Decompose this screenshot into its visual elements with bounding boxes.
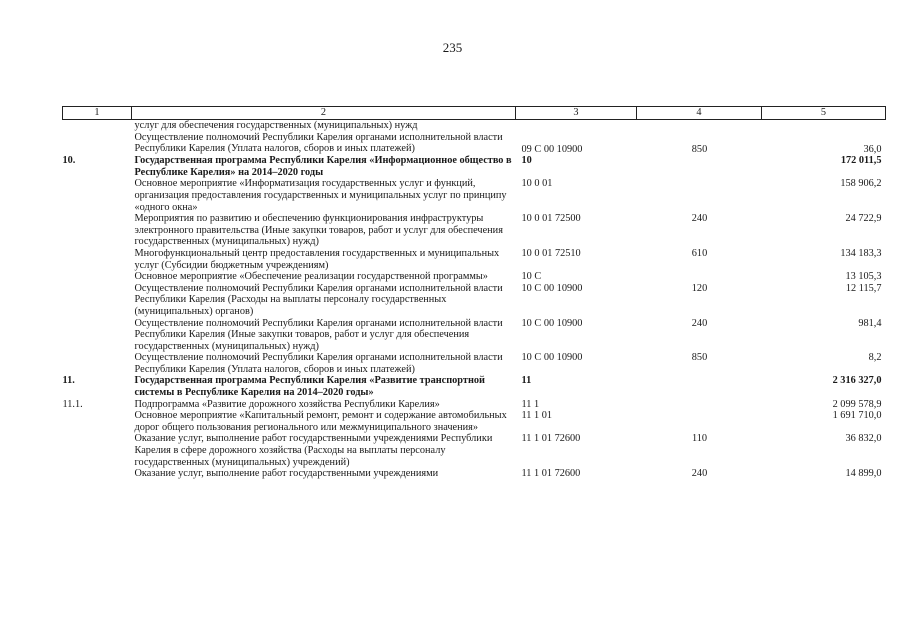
row-description: услуг для обеспечения государственных (муниципальных) нужд [134, 120, 418, 131]
row-expense-type [637, 155, 762, 178]
row-expense-type: 610 [691, 247, 708, 259]
column-header-4: 4 [637, 107, 762, 120]
table-row [63, 178, 886, 213]
row-amount [762, 178, 886, 213]
row-description: Основное мероприятие «Капитальный ремонт, ремонт и содержание автомобильных дорог общего пользования регионального или межмуниципального значения» [134, 410, 507, 433]
row-amount-value: 36 832,0 [845, 433, 882, 445]
row-amount [762, 213, 886, 248]
row-code: 10 С 00 10900 [521, 317, 583, 329]
row-amount [762, 132, 886, 156]
row-index [63, 433, 132, 468]
row-amount-value: 1 691 710,0 [832, 410, 882, 422]
table-row [63, 468, 886, 480]
row-expense-type [637, 120, 762, 132]
table-row [63, 318, 886, 353]
row-amount [762, 120, 886, 132]
row-code: 11 1 01 72600 [521, 468, 581, 480]
row-index [63, 468, 132, 480]
row-code: 11 [521, 375, 532, 387]
row-amount-value: 14 899,0 [845, 468, 882, 480]
row-code: 10 С 00 10900 [521, 352, 583, 364]
table-row [63, 410, 886, 433]
row-index [63, 178, 132, 213]
row-amount [762, 433, 886, 468]
table-row [63, 283, 886, 318]
row-description: Осуществление полномочий Республики Карелия органами исполнительной власти Республики Карелия (Иные закупки товаров, работ и услуг для обеспечения государственных (муниципальных) нужд) [134, 317, 503, 352]
row-code: 10 0 01 72510 [521, 247, 581, 259]
row-code: 10 С 00 10900 [521, 282, 583, 294]
column-header-1: 1 [63, 107, 132, 120]
row-expense-type: 110 [691, 433, 708, 445]
row-code: 11 1 01 72600 [521, 433, 581, 445]
row-amount [762, 318, 886, 353]
table-body [63, 120, 886, 480]
row-amount [762, 283, 886, 318]
column-header-2: 2 [132, 107, 516, 120]
row-code: 09 С 00 10900 [521, 143, 583, 155]
table-row [63, 271, 886, 283]
row-amount-value: 981,4 [858, 317, 882, 329]
table-row [63, 132, 886, 156]
row-description: Многофункциональный центр предоставления государственных и муниципальных услуг (Субсидии бюджетным учреждениям) [134, 247, 500, 271]
row-index: 11. [62, 375, 75, 387]
row-index [63, 283, 132, 318]
table-row [63, 120, 886, 132]
row-expense-type [637, 399, 762, 411]
header-row [63, 107, 886, 120]
table-row [63, 248, 886, 271]
row-description: Подпрограмма «Развитие дорожного хозяйства Республики Карелия» [134, 398, 440, 410]
row-amount [762, 375, 886, 398]
row-description: Оказание услуг, выполнение работ государственными учреждениями [134, 468, 439, 480]
row-description: Мероприятия по развитию и обеспечению функционирования инфраструктуры электронного правительства (Иные закупки товаров, работ и услуг для обеспечения государственных (муниципальных) нужд) [134, 213, 503, 248]
row-amount-value: 12 115,7 [845, 282, 882, 294]
row-code: 10 0 01 [521, 178, 553, 190]
row-index [63, 410, 132, 433]
row-expense-type: 240 [691, 213, 708, 225]
row-amount [762, 410, 886, 433]
row-index [63, 132, 132, 156]
row-expense-type [637, 178, 762, 213]
row-code [516, 120, 637, 132]
table-row [63, 352, 886, 375]
row-description: Основное мероприятие «Обеспечение реализации государственной программы» [134, 271, 488, 283]
row-description: Основное мероприятие «Информатизация государственных услуг и функций, организация предоставления государственных и муниципальных услуг по принципу «одного окна» [134, 178, 507, 213]
row-description: Государственная программа Республики Карелия «Развитие транспортной системы в Республике Карелия на 2014–2020 годы» [134, 375, 485, 399]
row-amount-value: 172 011,5 [840, 155, 882, 167]
row-amount-value: 2 099 578,9 [832, 398, 882, 410]
row-description: Осуществление полномочий Республики Карелия органами исполнительной власти Республики Карелия (Уплата налогов, сборов и иных платежей) [134, 352, 503, 375]
page-number: 235 [442, 40, 463, 55]
row-index [63, 352, 132, 375]
row-description: Осуществление полномочий Республики Карелия органами исполнительной власти Республики Карелия (Расходы на выплаты персоналу государственных (муниципальных) органов) [134, 282, 503, 317]
row-index: 10. [62, 155, 76, 167]
row-expense-type: 240 [691, 468, 708, 480]
row-description: Осуществление полномочий Республики Карелия органами исполнительной власти Республики Карелия (Уплата налогов, сборов и иных платежей) [134, 131, 503, 155]
table-row [63, 213, 886, 248]
row-index [63, 248, 132, 271]
row-code: 11 1 01 [521, 410, 553, 422]
row-amount [762, 399, 886, 411]
row-amount-value: 158 906,2 [840, 178, 882, 190]
row-expense-type: 240 [691, 317, 708, 329]
table-row [63, 155, 886, 178]
table-row [63, 375, 886, 398]
budget-table [62, 106, 886, 480]
column-header-3: 3 [516, 107, 637, 120]
table-row [63, 433, 886, 468]
row-amount-value: 36,0 [863, 143, 882, 155]
row-amount [762, 248, 886, 271]
row-amount [762, 271, 886, 283]
row-expense-type: 120 [691, 282, 708, 294]
row-amount [762, 155, 886, 178]
row-expense-type: 850 [691, 143, 708, 155]
row-code: 10 [521, 155, 532, 167]
row-index: 11.1. [62, 398, 83, 410]
row-amount-value: 8,2 [868, 352, 882, 364]
row-expense-type: 850 [691, 352, 708, 364]
row-index [63, 271, 132, 283]
row-index [63, 120, 132, 132]
row-expense-type [637, 410, 762, 433]
row-amount-value: 13 105,3 [845, 271, 882, 283]
row-amount-value: 134 183,3 [840, 247, 882, 259]
row-description: Государственная программа Республики Карелия «Информационное общество в Республике Карелия» на 2014–2020 годы [134, 155, 512, 178]
row-amount [762, 352, 886, 375]
row-index [63, 213, 132, 248]
row-code: 10 С [521, 271, 542, 283]
row-amount-value: 2 316 327,0 [832, 375, 882, 387]
row-code: 10 0 01 72500 [521, 213, 581, 225]
row-expense-type [637, 375, 762, 398]
row-index [63, 318, 132, 353]
column-header-5: 5 [762, 107, 886, 120]
row-amount-value: 24 722,9 [845, 213, 882, 225]
budget-table-container [62, 106, 885, 480]
row-description: Оказание услуг, выполнение работ государственными учреждениями Республики Карелия в сфере дорожного хозяйства (Расходы на выплаты персоналу государственных (муниципальных) учреждений) [134, 433, 493, 468]
row-code: 11 1 [521, 398, 540, 410]
row-expense-type [637, 271, 762, 283]
row-amount [762, 468, 886, 480]
table-row [63, 399, 886, 411]
table-header [63, 107, 886, 120]
